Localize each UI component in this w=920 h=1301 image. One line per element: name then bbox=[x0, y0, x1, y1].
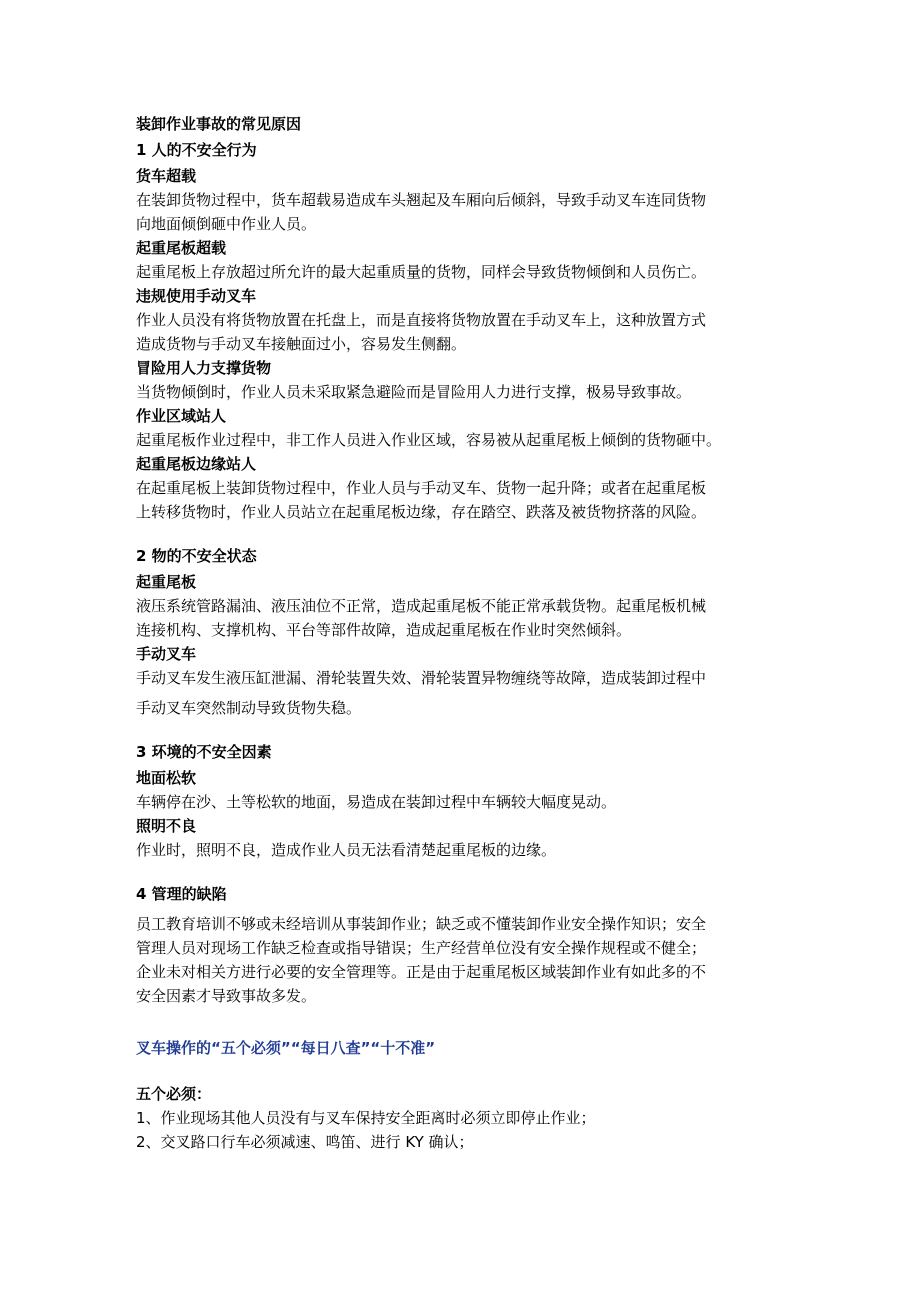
subheading: 作业区域站人 bbox=[136, 407, 227, 425]
subheading: 起重尾板 bbox=[136, 573, 197, 591]
paragraph-line: 企业未对相关方进行必要的安全管理等。正是由于起重尾板区域装卸作业有如此多的不 bbox=[136, 963, 707, 981]
paragraph-line: 起重尾板上存放超过所允许的最大起重质量的货物，同样会导致货物倾倒和人员伤亡。 bbox=[136, 263, 707, 281]
paragraph-line: 上转移货物时，作业人员站立在起重尾板边缘，存在踏空、跌落及被货物挤落的风险。 bbox=[136, 503, 707, 521]
section-heading-1: 1 人的不安全行为 bbox=[136, 141, 257, 159]
paragraph-line: 手动叉车发生液压缸泄漏、滑轮装置失效、滑轮装置异物缠绕等故障，造成装卸过程中 bbox=[136, 669, 707, 687]
subheading: 违规使用手动叉车 bbox=[136, 287, 257, 305]
paragraph-line: 当货物倾倒时，作业人员未采取紧急避险而是冒险用人力进行支撑，极易导致事故。 bbox=[136, 383, 692, 401]
paragraph-line: 造成货物与手动叉车接触面过小，容易发生侧翻。 bbox=[136, 335, 467, 353]
document-title: 装卸作业事故的常见原因 bbox=[136, 115, 302, 133]
forklift-section-heading: 叉车操作的“五个必须”“每日八查”“十不准” bbox=[136, 1039, 436, 1057]
list-title: 五个必须： bbox=[136, 1085, 212, 1103]
section-heading-4: 4 管理的缺陷 bbox=[136, 885, 227, 903]
paragraph-line: 车辆停在沙、土等松软的地面，易造成在装卸过程中车辆较大幅度晃动。 bbox=[136, 793, 617, 811]
subheading: 手动叉车 bbox=[136, 645, 197, 663]
subheading: 货车超载 bbox=[136, 167, 197, 185]
list-item: 1、作业现场其他人员没有与叉车保持安全距离时必须立即停止作业； bbox=[136, 1109, 596, 1127]
section-heading-2: 2 物的不安全状态 bbox=[136, 547, 257, 565]
paragraph-line: 在起重尾板上装卸货物过程中，作业人员与手动叉车、货物一起升降；或者在起重尾板 bbox=[136, 479, 707, 497]
paragraph-line: 连接机构、支撑机构、平台等部件故障，造成起重尾板在作业时突然倾斜。 bbox=[136, 621, 632, 639]
paragraph-line: 员工教育培训不够或未经培训从事装卸作业；缺乏或不懂装卸作业安全操作知识；安全 bbox=[136, 915, 707, 933]
list-item: 2、交叉路口行车必须减速、鸣笛、进行 KY 确认； bbox=[136, 1133, 474, 1151]
subheading: 地面松软 bbox=[136, 769, 197, 787]
paragraph-line: 作业时，照明不良，造成作业人员无法看清楚起重尾板的边缘。 bbox=[136, 841, 557, 859]
section-heading-3: 3 环境的不安全因素 bbox=[136, 743, 272, 761]
subheading: 冒险用人力支撑货物 bbox=[136, 359, 272, 377]
subheading: 照明不良 bbox=[136, 817, 197, 835]
paragraph-line: 向地面倾倒砸中作业人员。 bbox=[136, 215, 317, 233]
paragraph-line: 管理人员对现场工作缺乏检查或指导错误；生产经营单位没有安全操作规程或不健全； bbox=[136, 939, 707, 957]
paragraph-line: 手动叉车突然制动导致货物失稳。 bbox=[136, 699, 362, 717]
document-body bbox=[136, 112, 796, 1154]
subheading: 起重尾板边缘站人 bbox=[136, 455, 257, 473]
paragraph-line: 液压系统管路漏油、液压油位不正常，造成起重尾板不能正常承载货物。起重尾板机械 bbox=[136, 597, 707, 615]
paragraph-line: 安全因素才导致事故多发。 bbox=[136, 987, 317, 1005]
paragraph-line: 在装卸货物过程中，货车超载易造成车头翘起及车厢向后倾斜，导致手动叉车连同货物 bbox=[136, 191, 707, 209]
paragraph-line: 作业人员没有将货物放置在托盘上，而是直接将货物放置在手动叉车上，这种放置方式 bbox=[136, 311, 707, 329]
paragraph-line: 起重尾板作业过程中，非工作人员进入作业区域，容易被从起重尾板上倾倒的货物砸中。 bbox=[136, 431, 722, 449]
subheading: 起重尾板超载 bbox=[136, 239, 227, 257]
